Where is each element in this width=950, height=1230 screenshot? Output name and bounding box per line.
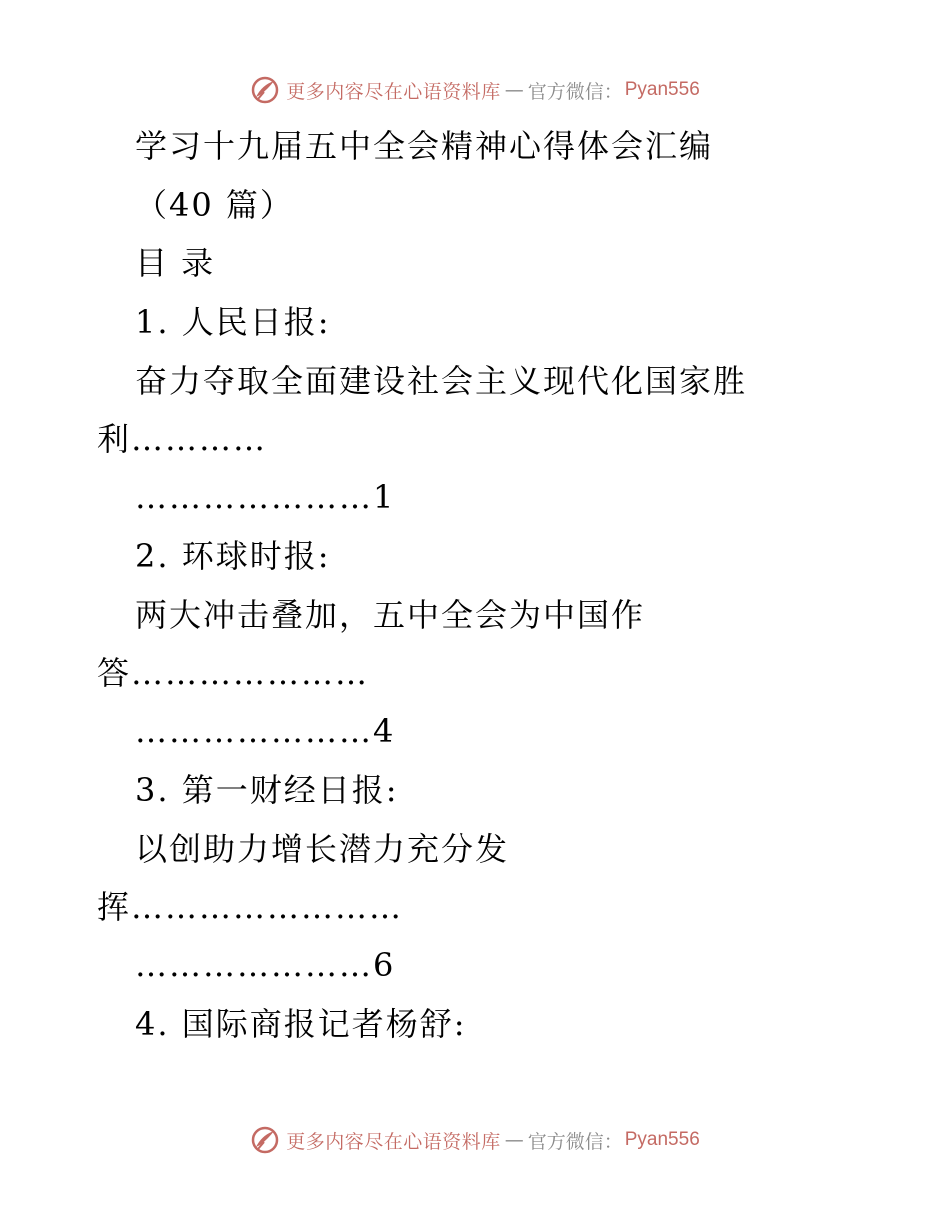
toc-heading: 目 录 [135, 244, 216, 282]
toc-entry-3-title: 以创助力增长潜力充分发 [135, 830, 510, 868]
toc-entry-1-source: 1. 人民日报: [135, 303, 331, 341]
toc-entry-2-page: …………………4 [135, 712, 396, 750]
toc-entry-3-wrap: 挥…………………… [97, 888, 404, 926]
toc-entry-1-wrap: 利………… [97, 420, 268, 458]
toc-entry-4-source: 4. 国际商报记者杨舒: [135, 1005, 467, 1043]
toc-entry-1-page: …………………1 [135, 478, 396, 516]
quill-logo-icon [250, 1125, 280, 1155]
toc-entry-2-title: 两大冲击叠加，五中全会为中国作 [135, 596, 646, 634]
document-title: 学习十九届五中全会精神心得体会汇编 [135, 127, 714, 165]
watermark-text: 更多内容尽在心语资料库 [286, 1130, 501, 1153]
header-watermark [0, 70, 950, 110]
toc-entry-2-wrap: 答………………… [97, 654, 370, 692]
watermark-separator: — [504, 79, 524, 101]
watermark-wechat-id: Pyan556 [624, 79, 700, 100]
footer-watermark [0, 1120, 950, 1160]
watermark-wechat-label: 官方微信： [527, 1130, 623, 1153]
quill-logo-icon [250, 75, 280, 105]
watermark-wechat-id: Pyan556 [624, 1129, 700, 1150]
toc-entry-3-page: …………………6 [135, 946, 396, 984]
toc-entry-1-title: 奋力夺取全面建设社会主义现代化国家胜 [135, 362, 748, 400]
toc-entry-2-source: 2. 环球时报: [135, 537, 331, 575]
document-subtitle: （40 篇） [135, 186, 294, 224]
watermark-separator: — [504, 1129, 524, 1151]
watermark-wechat-label: 官方微信： [527, 80, 623, 103]
watermark-text: 更多内容尽在心语资料库 [286, 80, 501, 103]
toc-entry-3-source: 3. 第一财经日报: [135, 771, 399, 809]
